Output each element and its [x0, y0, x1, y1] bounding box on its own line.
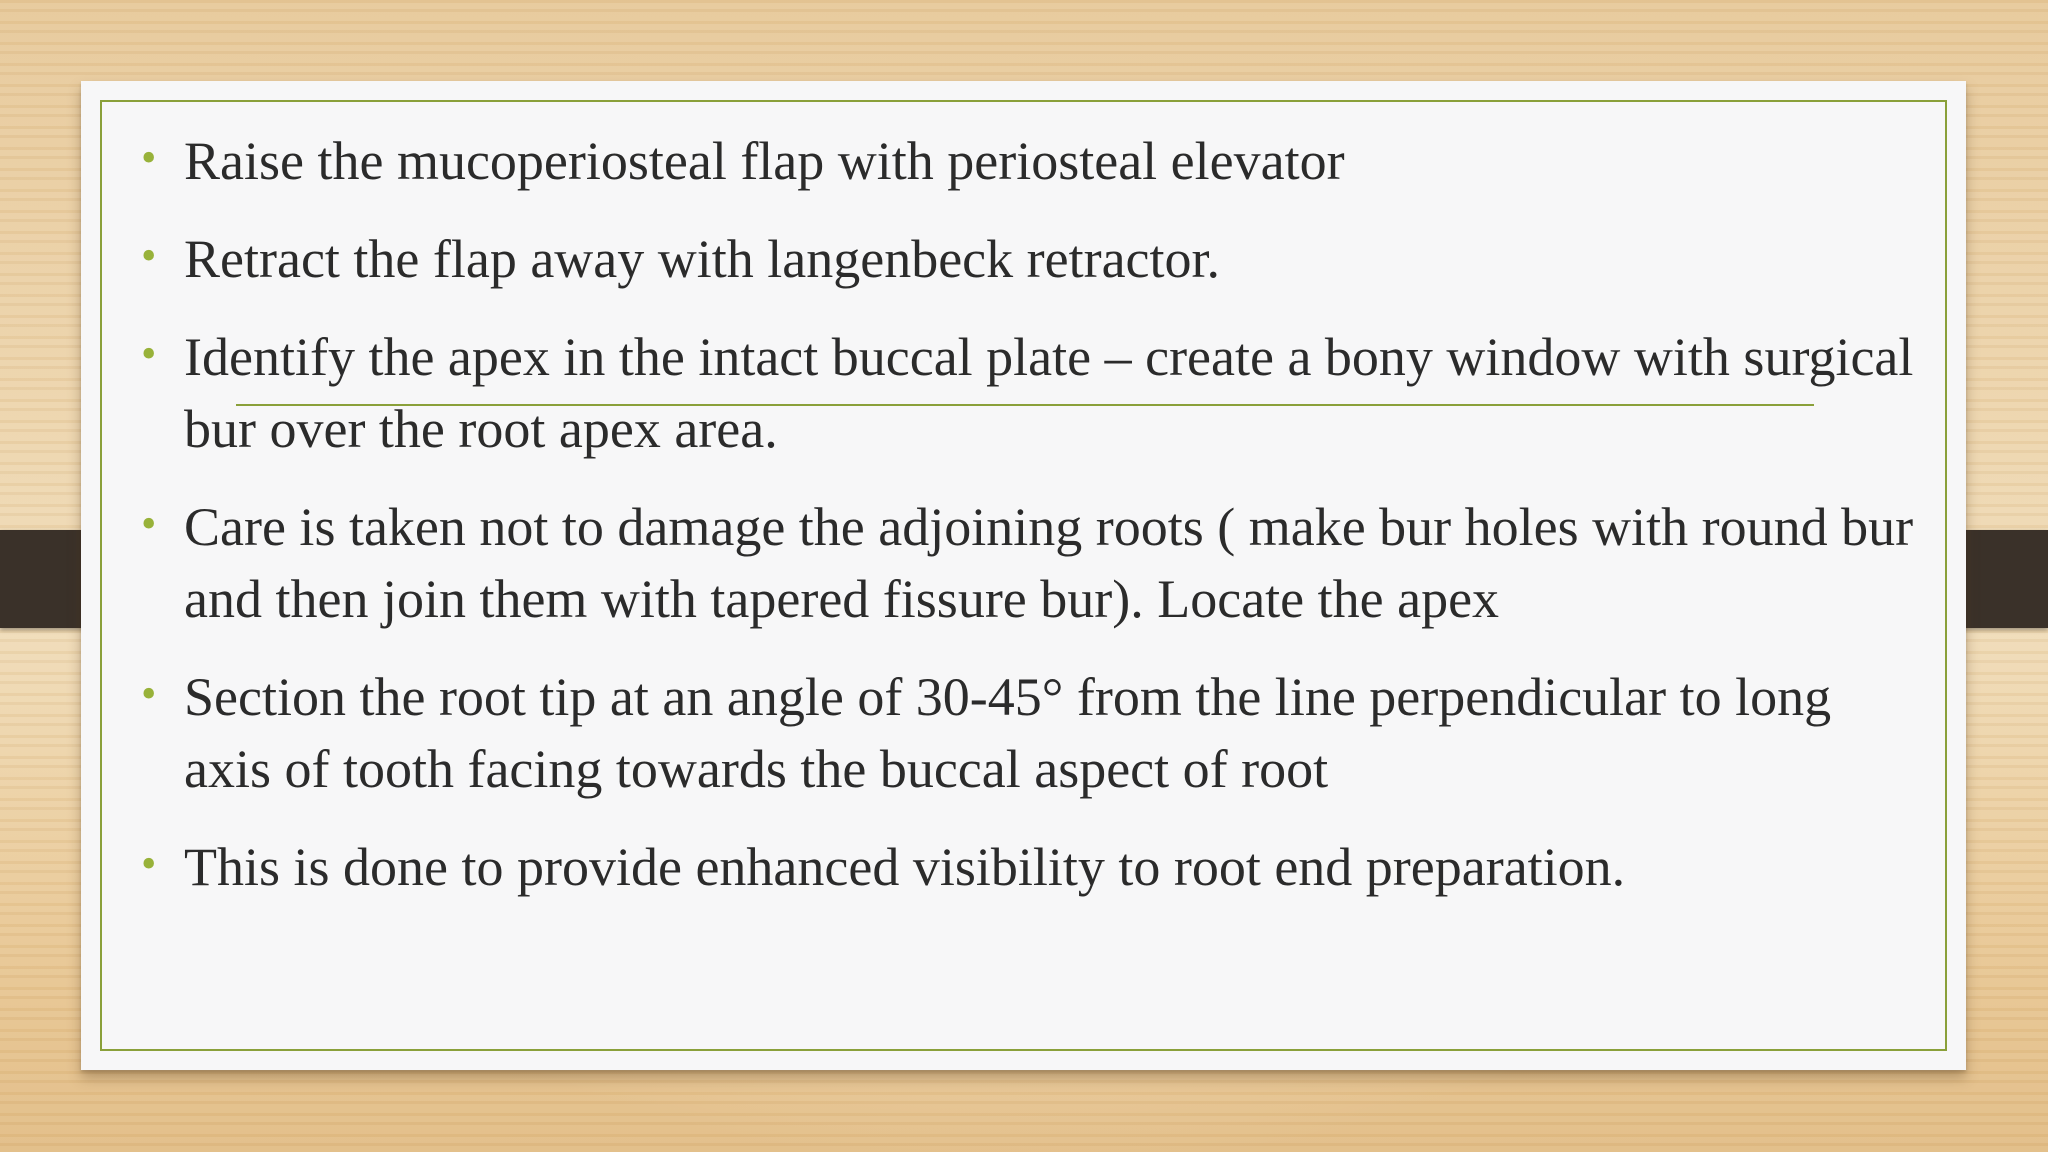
bullet-item — [141, 125, 1914, 197]
bullet-icon: • — [141, 669, 157, 718]
bullet-icon: • — [141, 839, 157, 888]
bullet-text: Care is taken not to damage the adjoining roots ( make bur holes with round bur and then join them with tapered fissure bur). Locate the apex — [184, 497, 1914, 629]
bullet-text: Identify the apex in the intact buccal plate – create a bony window with surgical bur over the root apex area. — [184, 327, 1914, 459]
slide-card — [81, 81, 1966, 1070]
bullet-icon: • — [141, 133, 157, 182]
bullet-icon: • — [141, 329, 157, 378]
bullet-item — [141, 661, 1914, 805]
bullet-item — [141, 321, 1914, 465]
bullet-icon: • — [141, 231, 157, 280]
bullet-text: Raise the mucoperiosteal flap with periosteal elevator — [184, 131, 1345, 191]
bullet-list — [141, 125, 1914, 929]
bullet-item — [141, 831, 1914, 903]
bullet-text: This is done to provide enhanced visibility to root end preparation. — [184, 837, 1626, 897]
bullet-text: Retract the flap away with langenbeck retractor. — [184, 229, 1221, 289]
bullet-item — [141, 491, 1914, 635]
bullet-item — [141, 223, 1914, 295]
bullet-icon: • — [141, 499, 157, 548]
bullet-text: Section the root tip at an angle of 30-45° from the line perpendicular to long axis of tooth facing towards the buccal aspect of root — [184, 667, 1832, 799]
